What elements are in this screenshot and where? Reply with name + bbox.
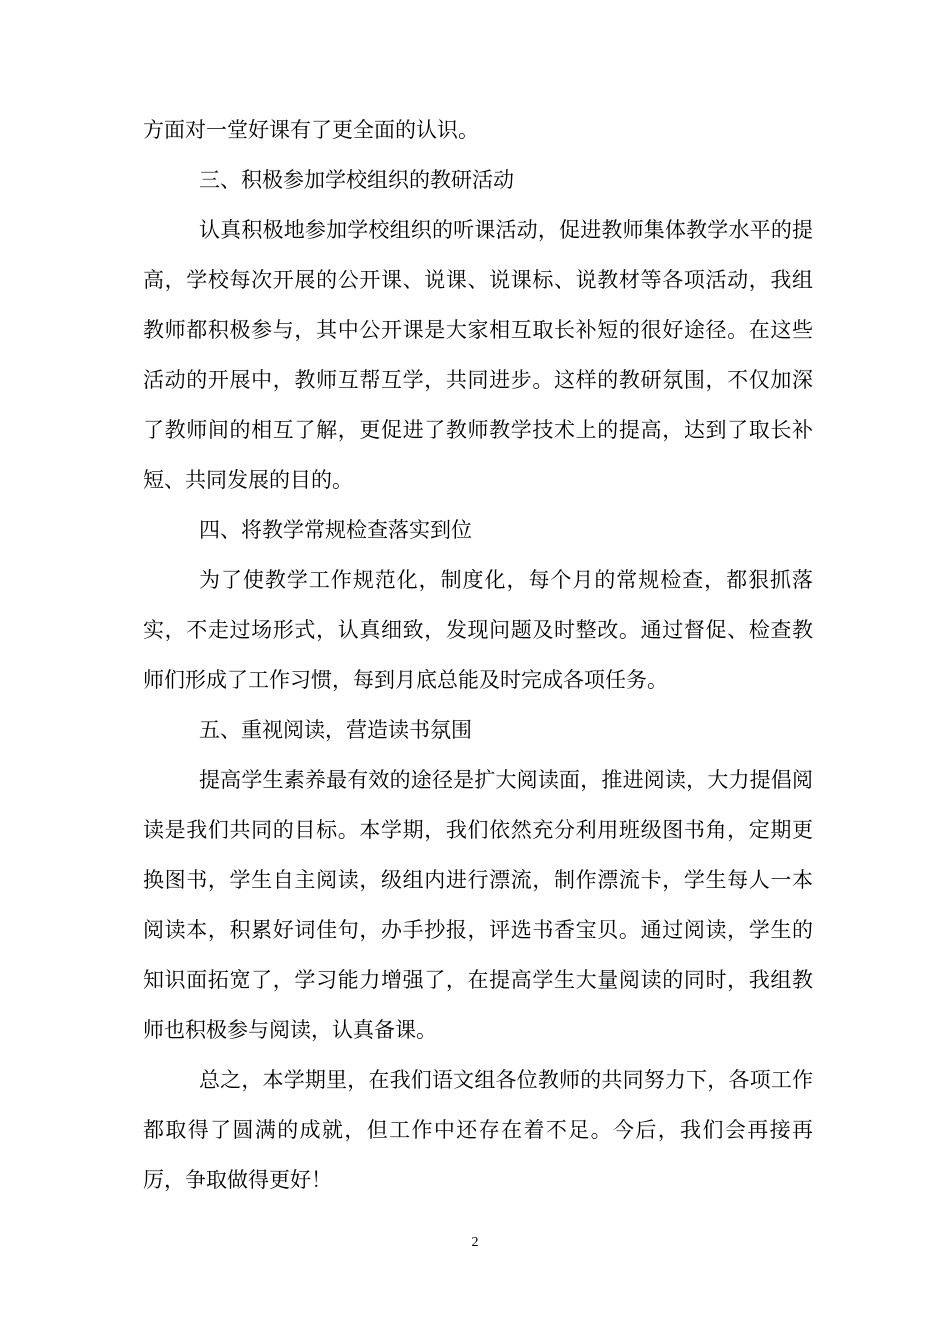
section-heading-5: 五、重视阅读，营造读书氛围 — [199, 718, 472, 742]
document-body — [143, 105, 813, 1205]
paragraph-routine-checks: 为了使教学工作规范化，制度化，每个月的常规检查，都狠抓落实，不走过场形式，认真细致，发现问题及时整改。通过督促、检查教师们形成了工作习惯，每到月底总能及时完成各项任务。 — [143, 568, 813, 692]
paragraph-teaching-research: 认真积极地参加学校组织的听课活动，促进教师集体教学水平的提高，学校每次开展的公开课、说课、说课标、说教材等各项活动，我组教师都积极参与，其中公开课是大家相互取长补短的很好途径。在这些活动的开展中，教师互帮互学，共同进步。这样的教研氛围，不仅加深了教师间的相互了解，更促进了教师教学技术上的提高，达到了取长补短、共同发展的目的。 — [143, 218, 813, 492]
section-heading-3: 三、积极参加学校组织的教研活动 — [199, 168, 514, 192]
paragraph-conclusion: 总之，本学期里，在我们语文组各位教师的共同努力下，各项工作都取得了圆满的成就，但工作中还存在着不足。今后，我们会再接再厉，争取做得更好！ — [143, 1068, 813, 1192]
paragraph-reading: 提高学生素养最有效的途径是扩大阅读面，推进阅读，大力提倡阅读是我们共同的目标。本学期，我们依然充分利用班级图书角，定期更换图书，学生自主阅读，级组内进行漂流，制作漂流卡，学生每人一本阅读本，积累好词佳句，办手抄报，评选书香宝贝。通过阅读，学生的知识面拓宽了，学习能力增强了，在提高学生大量阅读的同时，我组教师也积极参与阅读，认真备课。 — [143, 768, 813, 1042]
section-heading-4: 四、将教学常规检查落实到位 — [199, 518, 472, 542]
page-number: 2 — [471, 1235, 479, 1250]
paragraph-continuation: 方面对一堂好课有了更全面的认识。 — [143, 118, 479, 142]
